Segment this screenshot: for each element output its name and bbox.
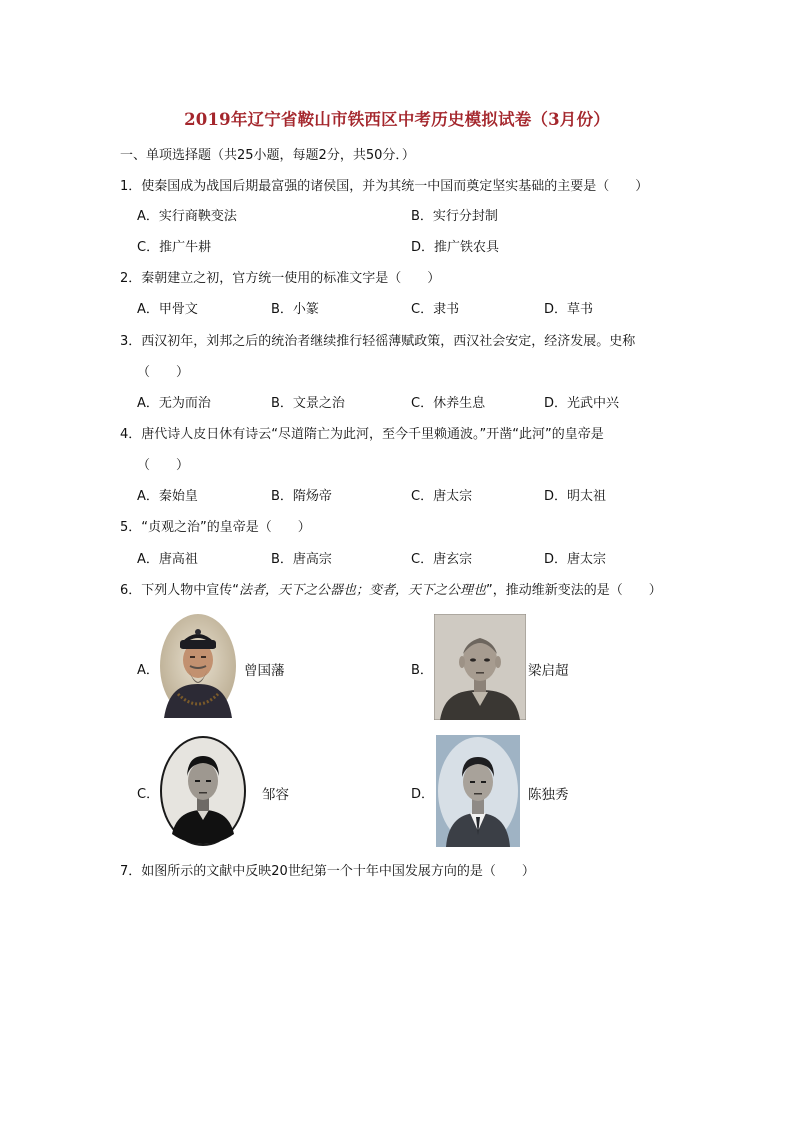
q6-option-c-name: 邹容 — [262, 787, 289, 803]
q2-option-a[interactable]: A．甲骨文 — [137, 302, 198, 317]
section-heading: 一、单项选择题（共25小题，每题2分，共50分．） — [120, 148, 415, 163]
portrait-liang-image — [434, 614, 526, 720]
portrait-zeng-image — [160, 614, 236, 718]
q6-option-b-portrait[interactable] — [434, 614, 526, 720]
q6-option-c-letter[interactable]: C． — [137, 787, 160, 802]
question-2-options — [137, 301, 697, 319]
question-4-stem: 4．唐代诗人皮日休有诗云“尽道隋亡为此河，至今千里赖通波。”开凿“此河”的皇帝是 — [120, 427, 604, 442]
exam-title: 2019年辽宁省鞍山市铁西区中考历史模拟试卷（3月份） — [184, 110, 610, 129]
q3-option-c[interactable]: C．休养生息 — [411, 396, 486, 411]
question-6-stem — [120, 582, 662, 600]
q4-option-b[interactable]: B．隋炀帝 — [271, 489, 332, 504]
q6-option-a-name: 曾国藩 — [244, 663, 285, 679]
question-4-options — [137, 488, 697, 506]
question-3-stem: 3．西汉初年，刘邦之后的统治者继续推行轻徭薄赋政策，西汉社会安定，经济发展。史称 — [120, 334, 636, 349]
q3-option-d[interactable]: D．光武中兴 — [544, 396, 620, 411]
q6-option-a-portrait[interactable] — [160, 614, 236, 718]
q1-option-d[interactable]: D．推广铁农具 — [411, 240, 500, 255]
q5-option-d[interactable]: D．唐太宗 — [544, 552, 607, 567]
q6-option-d-name: 陈独秀 — [528, 787, 569, 803]
q1-option-b[interactable]: B．实行分封制 — [411, 209, 498, 224]
q5-option-c[interactable]: C．唐玄宗 — [411, 552, 473, 567]
q2-option-b[interactable]: B．小篆 — [271, 302, 319, 317]
q6-option-b-letter[interactable]: B． — [411, 663, 433, 678]
question-3-stem-blank: （ ） — [137, 365, 190, 380]
q6-option-d-portrait[interactable] — [436, 735, 520, 847]
q2-option-d[interactable]: D．草书 — [544, 302, 594, 317]
question-1-stem: 1．使秦国成为战国后期最富强的诸侯国，并为其统一中国而奠定坚实基础的主要是（ ） — [120, 179, 649, 194]
question-7-stem: 7．如图所示的文献中反映20世纪第一个十年中国发展方向的是（ ） — [120, 864, 535, 879]
q6-option-d-letter[interactable]: D． — [411, 787, 435, 802]
q6-stem-suffix: ”，推动维新变法的是（ ） — [486, 583, 662, 598]
q6-stem-quote: 法者，天下之公器也；变者，天下之公理也 — [239, 583, 487, 598]
q6-option-c-portrait[interactable] — [160, 736, 246, 846]
q6-option-a-letter[interactable]: A． — [137, 663, 159, 678]
q2-option-c[interactable]: C．隶书 — [411, 302, 460, 317]
q5-option-b[interactable]: B．唐高宗 — [271, 552, 332, 567]
q1-option-c[interactable]: C．推广牛耕 — [137, 240, 212, 255]
question-5-stem: 5．“贞观之治”的皇帝是（ ） — [120, 520, 311, 535]
q4-option-c[interactable]: C．唐太宗 — [411, 489, 473, 504]
question-2-stem: 2．秦朝建立之初，官方统一使用的标准文字是（ ） — [120, 271, 441, 286]
q4-option-d[interactable]: D．明太祖 — [544, 489, 607, 504]
q3-option-b[interactable]: B．文景之治 — [271, 396, 345, 411]
q3-option-a[interactable]: A．无为而治 — [137, 396, 211, 411]
q5-option-a[interactable]: A．唐高祖 — [137, 552, 198, 567]
portrait-zou-image — [160, 736, 246, 846]
q4-option-a[interactable]: A．秦始皇 — [137, 489, 198, 504]
question-4-stem-blank: （ ） — [137, 458, 190, 473]
question-1-options — [137, 208, 697, 226]
portrait-chen-image — [436, 735, 520, 847]
q6-option-b-name: 梁启超 — [528, 663, 569, 679]
question-3-options — [137, 395, 697, 413]
q1-option-a[interactable]: A．实行商鞅变法 — [137, 209, 237, 224]
question-5-options — [137, 551, 697, 569]
question-1-options-row2 — [137, 239, 697, 257]
q6-stem-prefix: 6．下列人物中宣传“ — [120, 583, 240, 598]
